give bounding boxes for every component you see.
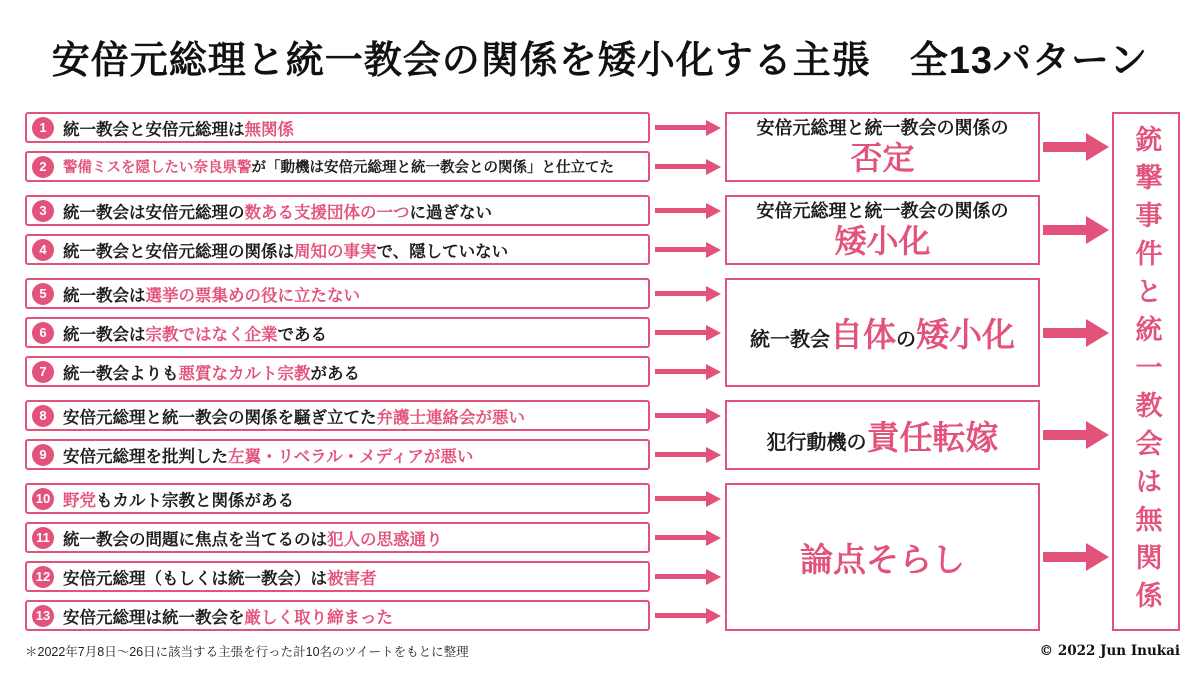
- claim-group-denial: [25, 112, 1112, 182]
- claim-item-6: [25, 317, 650, 348]
- claim-item-3: [25, 195, 650, 226]
- claim-items: [25, 483, 650, 631]
- category-arrow-icon: [1043, 216, 1109, 244]
- source-footnote: ＊2022年7月8日〜26日に該当する主張を行った計10名のツイートをもとに整理: [25, 645, 469, 659]
- category-box-relation-minimization: [725, 195, 1040, 265]
- item-number-badge: 2: [32, 156, 54, 178]
- category-subtitle: 安倍元総理と統一教会の関係の: [756, 118, 1009, 139]
- claim-text: 安倍元総理と統一教会の関係を騒ぎ立てた弁護士連絡会が悪い: [63, 408, 525, 427]
- item-arrow-icon: [655, 120, 721, 136]
- item-arrow-icon: [655, 159, 721, 175]
- claim-item-11: [25, 522, 650, 553]
- claim-item-7: [25, 356, 650, 387]
- claim-text: 統一教会は安倍元総理の数ある支援団体の一つに過ぎない: [63, 203, 492, 222]
- item-number-badge: 1: [32, 117, 54, 139]
- item-arrows: [650, 195, 725, 265]
- claim-group-church-minimization: [25, 278, 1112, 387]
- item-number-badge: 13: [32, 605, 54, 627]
- item-number-badge: 12: [32, 566, 54, 588]
- claim-item-9: [25, 439, 650, 470]
- claim-text: 安倍元総理（もしくは統一教会）は被害者: [63, 569, 377, 588]
- claim-text: 統一教会は宗教ではなく企業である: [63, 325, 327, 344]
- item-arrow-icon: [655, 325, 721, 341]
- claim-item-8: [25, 400, 650, 431]
- category-box-denial: [725, 112, 1040, 182]
- category-box-blame-shifting: [725, 400, 1040, 470]
- claim-groups: [25, 112, 1112, 631]
- claim-text: 統一教会と安倍元総理の関係は周知の事実で、隠していない: [63, 242, 509, 261]
- claim-items: [25, 278, 650, 387]
- claim-items: [25, 112, 650, 182]
- item-arrow-icon: [655, 608, 721, 624]
- item-number-badge: 11: [32, 527, 54, 549]
- category-subtitle: 安倍元総理と統一教会の関係の: [756, 201, 1009, 222]
- category-arrow-icon: [1043, 133, 1109, 161]
- item-arrows: [650, 483, 725, 631]
- claim-text: 野党もカルト宗教と関係がある: [63, 491, 294, 510]
- item-arrow-icon: [655, 408, 721, 424]
- item-number-badge: 7: [32, 361, 54, 383]
- conclusion-box: [1112, 112, 1180, 631]
- item-arrow-icon: [655, 364, 721, 380]
- item-arrows: [650, 112, 725, 182]
- category-arrow-icon: [1043, 319, 1109, 347]
- item-number-badge: 10: [32, 488, 54, 510]
- claim-text: 警備ミスを隠したい奈良県警が「動機は安倍元総理と統一教会との関係」と仕立てた: [63, 160, 614, 176]
- category-title: 統一教会自体の矮小化: [750, 316, 1015, 353]
- item-arrow-icon: [655, 530, 721, 546]
- item-arrow-icon: [655, 242, 721, 258]
- item-arrows: [650, 400, 725, 470]
- category-title: 論点そらし: [800, 540, 965, 578]
- claim-item-1: [25, 112, 650, 143]
- claim-text: 統一教会の問題に焦点を当てるのは犯人の思惑通り: [63, 530, 443, 549]
- claim-item-12: [25, 561, 650, 592]
- claim-group-topic-diversion: [25, 483, 1112, 631]
- claim-text: 安倍元総理を批判した左翼・リベラル・メディアが悪い: [63, 447, 474, 466]
- item-arrow-icon: [655, 569, 721, 585]
- item-number-badge: 9: [32, 444, 54, 466]
- category-arrow-icon: [1043, 421, 1109, 449]
- item-arrow-icon: [655, 491, 721, 507]
- claim-group-relation-minimization: [25, 195, 1112, 265]
- category-title: 否定: [850, 139, 915, 176]
- claim-group-blame-shifting: [25, 400, 1112, 470]
- category-box-topic-diversion: [725, 483, 1040, 631]
- claim-text: 統一教会と安倍元総理は無関係: [63, 120, 294, 139]
- claim-item-10: [25, 483, 650, 514]
- item-arrows: [650, 278, 725, 387]
- claim-item-4: [25, 234, 650, 265]
- claim-text: 統一教会よりも悪質なカルト宗教がある: [63, 364, 360, 383]
- page-title: 安倍元総理と統一教会の関係を矮小化する主張 全13パターン: [51, 39, 1149, 82]
- claim-item-2: [25, 151, 650, 182]
- category-box-church-minimization: [725, 278, 1040, 387]
- category-arrow-icon: [1043, 543, 1109, 571]
- item-arrow-icon: [655, 203, 721, 219]
- item-number-badge: 6: [32, 322, 54, 344]
- claim-item-13: [25, 600, 650, 631]
- item-number-badge: 5: [32, 283, 54, 305]
- claim-items: [25, 195, 650, 265]
- item-arrow-icon: [655, 447, 721, 463]
- claim-item-5: [25, 278, 650, 309]
- category-title: 矮小化: [834, 222, 931, 259]
- copyright-notice: © 2022 Jun Inukai: [1039, 643, 1180, 659]
- claim-text: 統一教会は選挙の票集めの役に立たない: [63, 286, 360, 305]
- category-title: 犯行動機の責任転嫁: [766, 418, 999, 456]
- conclusion-text: 銃撃事件と統一教会は無関係: [1130, 124, 1162, 619]
- diagram-content: [0, 112, 1200, 631]
- item-number-badge: 3: [32, 200, 54, 222]
- footer: [0, 631, 1200, 675]
- item-number-badge: 8: [32, 405, 54, 427]
- claim-text: 安倍元総理は統一教会を厳しく取り締まった: [63, 608, 393, 627]
- item-arrow-icon: [655, 286, 721, 302]
- claim-items: [25, 400, 650, 470]
- item-number-badge: 4: [32, 239, 54, 261]
